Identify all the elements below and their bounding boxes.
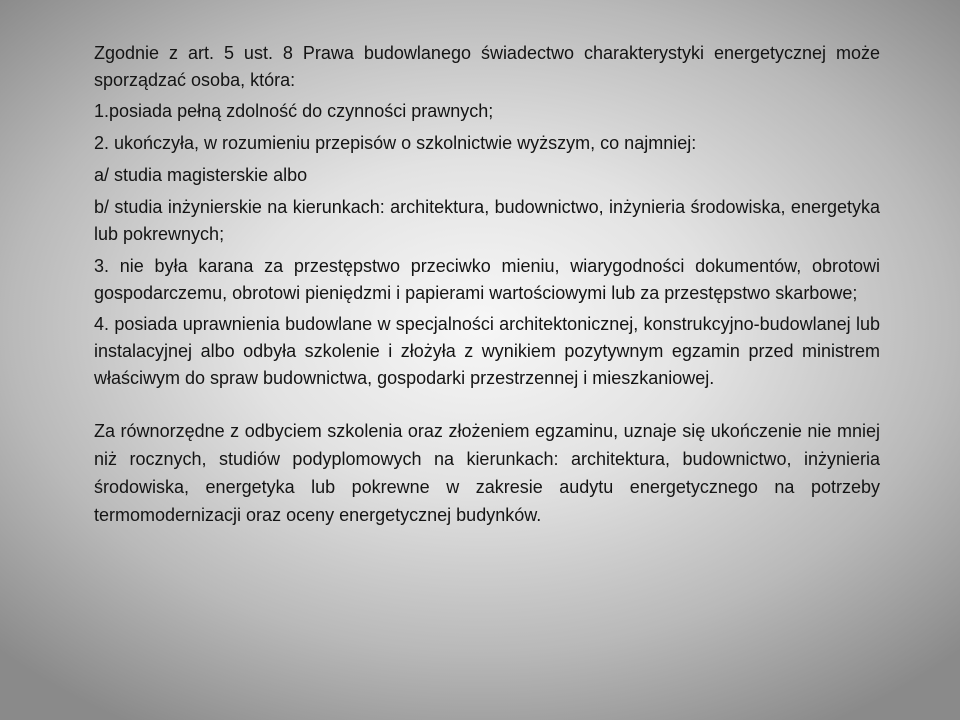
- requirements-block: [94, 40, 880, 392]
- requirement-item-1: 1.posiada pełną zdolność do czynności prawnych;: [94, 101, 494, 121]
- equivalence-note: Za równorzędne z odbyciem szkolenia oraz złożeniem egzaminu, uznaje się ukończenie nie mniej niż rocznych, studiów podyplomowych na kierunkach: architektura, budownictwo, inżynieria środowiska, energetyka lub pokrewne w zakresie audytu energetycznego na potrzeby termomodernizacji oraz oceny energetycznej budynków.: [94, 421, 880, 525]
- requirement-item-3: 3. nie była karana za przestępstwo przeciwko mieniu, wiarygodności dokumentów, obrotowi gospodarczemu, obrotowi pieniędzmi i papierami wartościowymi lub za przestępstwo skarbowe;: [94, 256, 880, 303]
- slide-content: [94, 40, 880, 547]
- requirement-item-2: 2. ukończyła, w rozumieniu przepisów o szkolnictwie wyższym, co najmniej:: [94, 133, 697, 153]
- requirement-item-4: 4. posiada uprawnienia budowlane w specjalności architektonicznej, konstrukcyjno-budowlanej lub instalacyjnej albo odbyła szkolenie i złożyła z wynikiem pozytywnym egzamin przed ministrem właściwym do spraw budownictwa, gospodarki przestrzennej i mieszkaniowej.: [94, 314, 880, 388]
- intro-paragraph: Zgodnie z art. 5 ust. 8 Prawa budowlanego świadectwo charakterystyki energetycznej może sporządzać osoba, która:: [94, 43, 880, 90]
- requirement-item-2a: a/ studia magisterskie albo: [94, 165, 308, 185]
- requirement-item-2b: b/ studia inżynierskie na kierunkach: architektura, budownictwo, inżynieria środowiska, energetyka lub pokrewnych;: [94, 197, 880, 244]
